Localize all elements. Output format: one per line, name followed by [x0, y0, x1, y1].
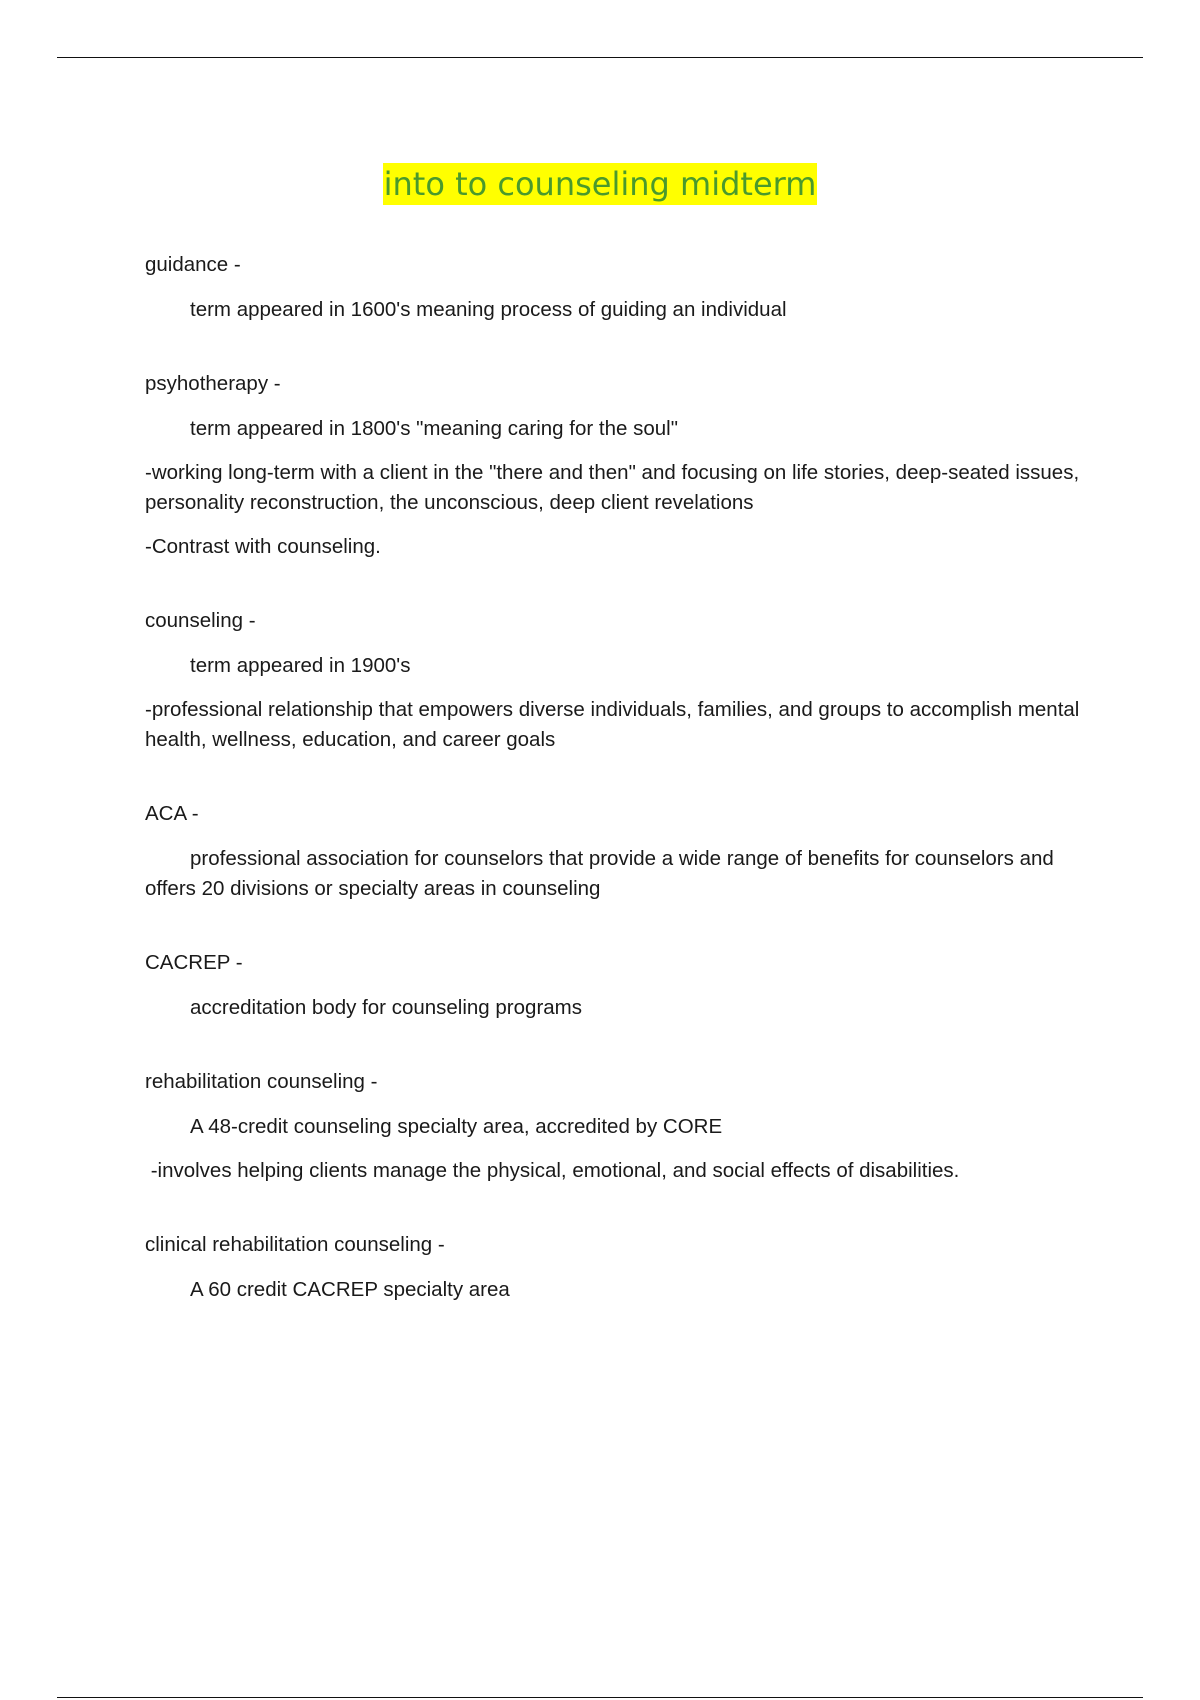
entry-term: clinical rehabilitation counseling - [145, 1233, 445, 1256]
entry-definition: term appeared in 1800's "meaning caring for the soul" [190, 417, 678, 440]
entry-rehabilitation-counseling [145, 1067, 1085, 1186]
entry-term: psyhotherapy - [145, 372, 281, 395]
entry-aca [145, 799, 1085, 904]
title-container [0, 163, 1200, 205]
entry-detail: -professional relationship that empowers diverse individuals, families, and groups to accomplish mental health, wellness, education, and career goals [145, 698, 1080, 751]
document-body [145, 250, 1085, 1349]
entry-term: rehabilitation counseling - [145, 1070, 378, 1093]
entry-detail: -involves helping clients manage the physical, emotional, and social effects of disabilities. [145, 1159, 960, 1182]
entry-guidance [145, 250, 1085, 325]
document-title: into to counseling midterm [383, 165, 817, 203]
entry-definition: professional association for counselors that provide a wide range of benefits for counselors and offers 20 divisions or specialty areas in counseling [145, 847, 1054, 900]
entry-clinical-rehabilitation-counseling [145, 1230, 1085, 1305]
bottom-rule [57, 1697, 1143, 1698]
entry-definition: A 60 credit CACREP specialty area [190, 1278, 510, 1301]
entry-psychotherapy [145, 369, 1085, 562]
entry-term: guidance - [145, 253, 241, 276]
entry-cacrep [145, 948, 1085, 1023]
entry-counseling [145, 606, 1085, 755]
entry-detail: -Contrast with counseling. [145, 535, 381, 558]
entry-detail: -working long-term with a client in the "there and then" and focusing on life stories, deep-seated issues, personality reconstruction, the unconscious, deep client revelations [145, 461, 1080, 514]
entry-definition: term appeared in 1600's meaning process of guiding an individual [190, 298, 787, 321]
top-rule [57, 57, 1143, 58]
entry-definition: A 48-credit counseling specialty area, accredited by CORE [190, 1115, 723, 1138]
entry-term: ACA - [145, 802, 199, 825]
entry-term: CACREP - [145, 951, 243, 974]
entry-definition: term appeared in 1900's [190, 654, 411, 677]
entry-definition: accreditation body for counseling programs [190, 996, 582, 1019]
entry-term: counseling - [145, 609, 256, 632]
